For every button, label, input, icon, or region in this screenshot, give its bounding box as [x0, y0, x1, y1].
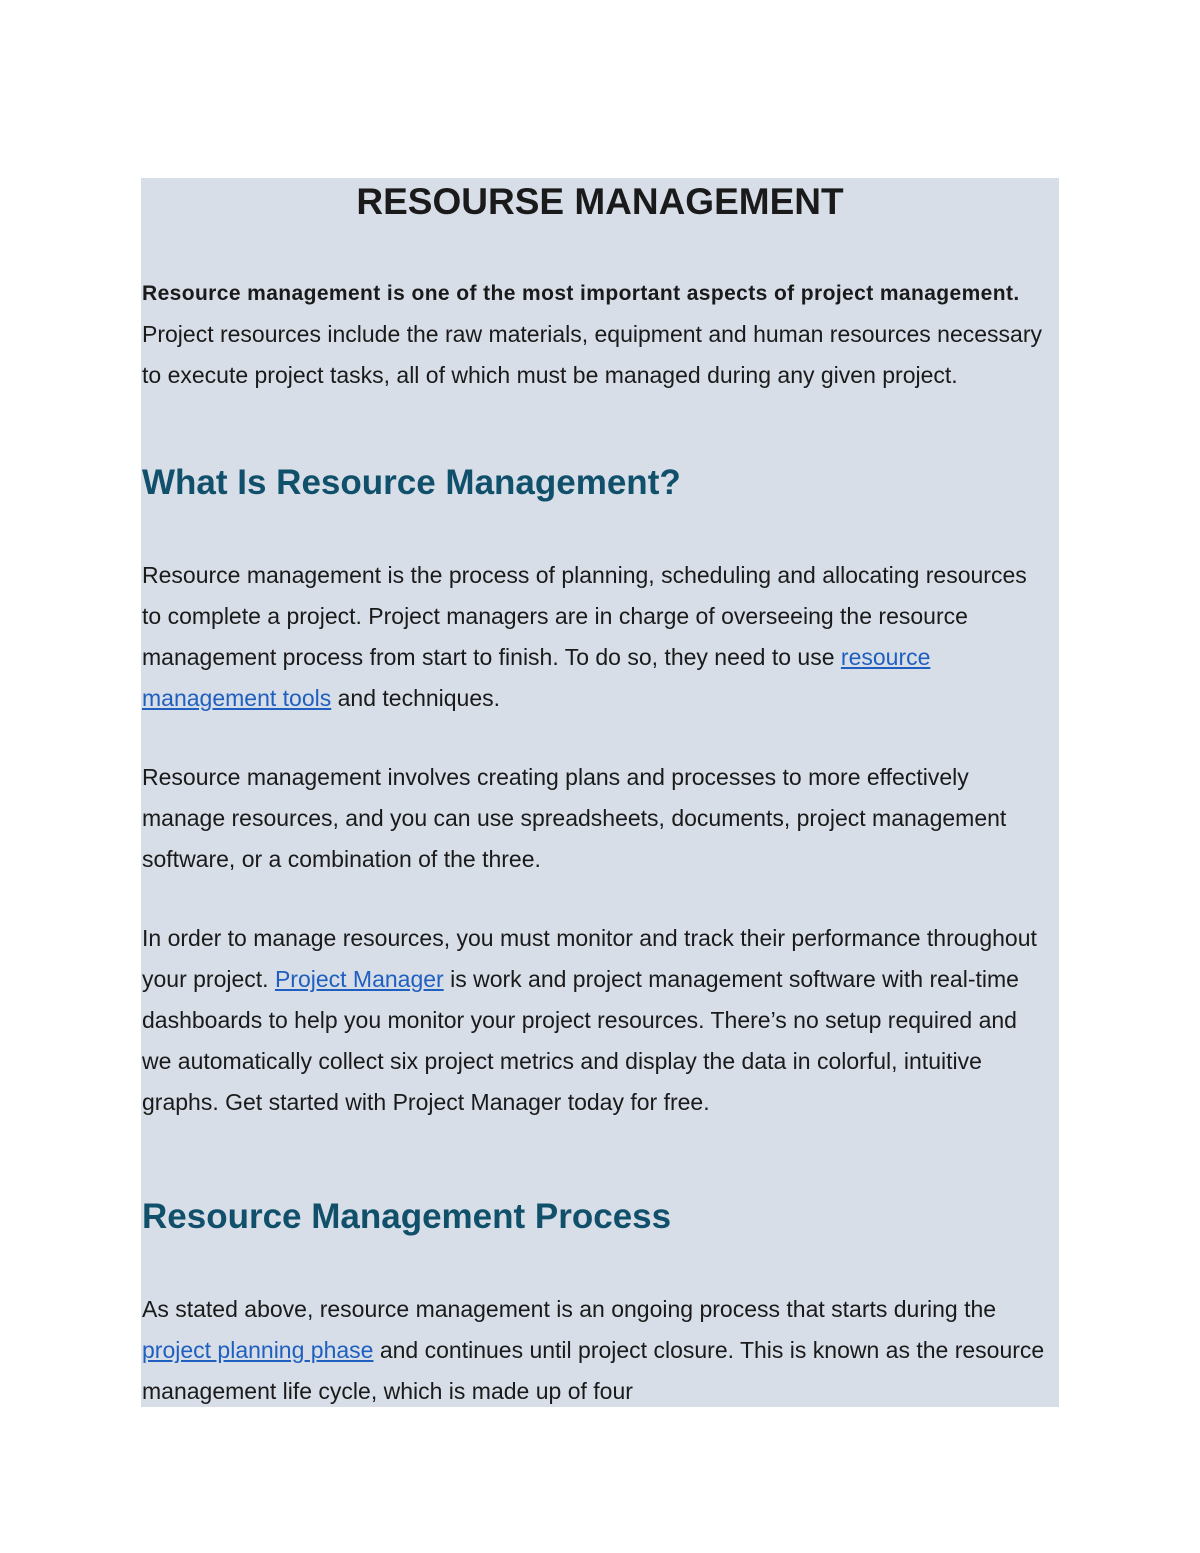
section2-p1-text-before: As stated above, resource management is an ongoing process that starts during the [142, 1296, 997, 1322]
section2-paragraph-1 [142, 1289, 1047, 1412]
section1-p1-text-after: and techniques. [331, 685, 501, 711]
intro-rest-text: Project resources include the raw materials, equipment and human resources necessary to execute project tasks, all of which must be managed during any given project. [142, 321, 1042, 388]
section-heading-process: Resource Management Process [142, 1197, 672, 1236]
section1-p1-text-before: Resource management is the process of planning, scheduling and allocating resources to complete a project. Project managers are in charge of overseeing the resource management process from start to finish. To do so, they need to use [142, 562, 1027, 670]
section-heading-what-is: What Is Resource Management? [142, 463, 681, 502]
section1-p3-text-before: In order to manage resources, you must monitor and track their performance throughout your project. [142, 925, 1037, 992]
document-title: RESOURSE MANAGEMENT [356, 181, 844, 222]
section2-p1-text-after: and continues until project closure. This is known as the resource management life cycle, which is made up of four [142, 1337, 1045, 1404]
project-manager-link[interactable]: Project Manager [274, 966, 444, 992]
intro-paragraph [142, 272, 1047, 396]
project-planning-phase-link[interactable]: project planning phase [142, 1337, 374, 1363]
section1-paragraph-3 [142, 918, 1047, 1123]
section1-p3-text-after: is work and project management software with real-time dashboards to help you monitor your project resources. There’s no setup required and we automatically collect six project metrics and display the data in colorful, intuitive graphs. Get started with Project Manager today for free. [142, 966, 1019, 1115]
section1-paragraph-2: Resource management involves creating plans and processes to more effectively manage resources, and you can use spreadsheets, documents, project management software, or a combination of the three. [142, 764, 1007, 872]
resource-management-tools-link[interactable]: resource management tools [142, 644, 931, 711]
intro-lead-text: Resource management is one of the most important aspects of project management. [142, 282, 1020, 305]
section1-paragraph-1 [142, 555, 1047, 719]
